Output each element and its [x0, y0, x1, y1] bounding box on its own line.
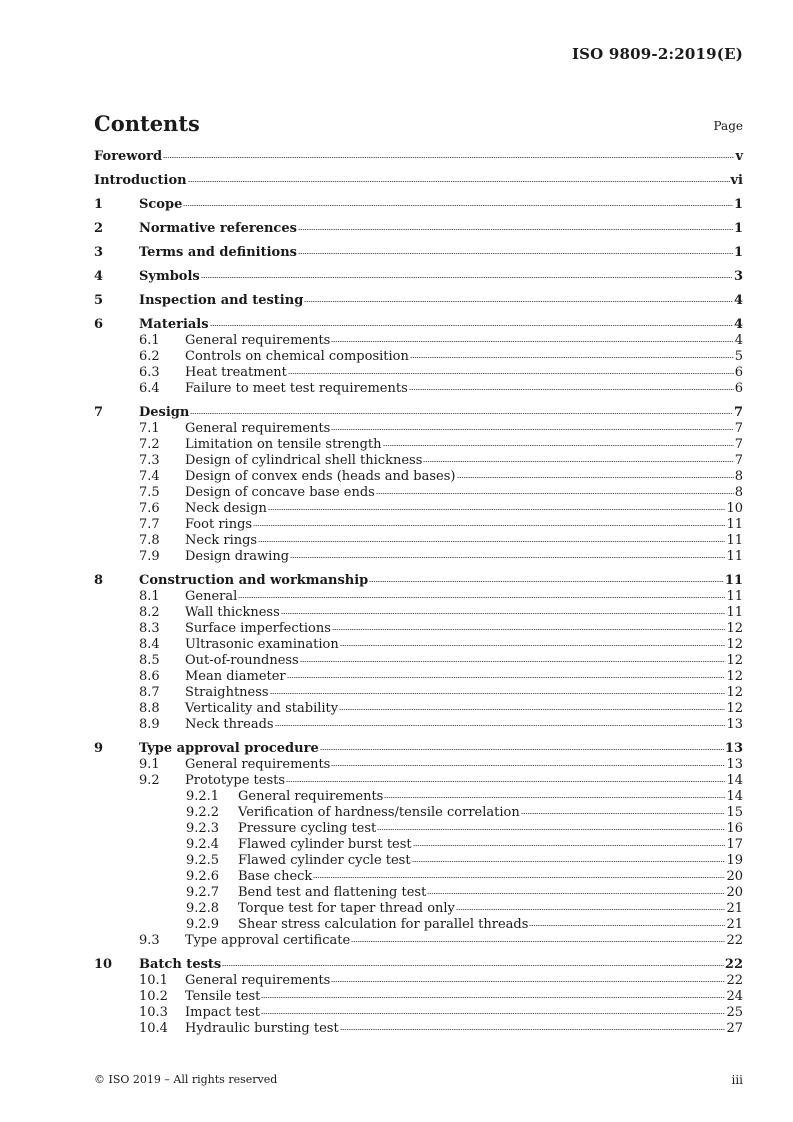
toc-entry-title[interactable]: Foreword	[94, 149, 163, 164]
toc-entry-number: 9.2.8	[186, 901, 220, 916]
toc-entry[interactable]	[94, 293, 743, 309]
toc-entry-title[interactable]: Mean diameter	[185, 669, 286, 684]
toc-entry-title[interactable]: Type approval procedure	[139, 741, 319, 756]
toc-entry-number: 7.6	[139, 501, 160, 516]
dot-leader	[320, 749, 724, 750]
toc-entry-number: 9.2.4	[186, 837, 220, 852]
toc-entry-page[interactable]: 6	[734, 381, 743, 396]
dot-leader	[383, 445, 734, 446]
dot-leader	[423, 461, 733, 462]
toc-entry-number: 7.1	[139, 421, 160, 436]
toc-entry-title[interactable]: Symbols	[139, 269, 200, 284]
toc-entry-page[interactable]: 4	[734, 333, 743, 348]
toc-entry-page[interactable]: 13	[724, 741, 743, 756]
toc-entry-number: 8.8	[139, 701, 160, 716]
dot-leader	[340, 645, 726, 646]
toc-entry-page[interactable]: 20	[726, 885, 743, 900]
toc-entry-page[interactable]: 6	[734, 365, 743, 380]
toc-entry-page[interactable]: 7	[734, 437, 743, 452]
toc-entry-page[interactable]: 5	[734, 349, 743, 364]
toc-entry-page[interactable]: 8	[734, 485, 743, 500]
toc-entry-title[interactable]: Heat treatment	[185, 365, 287, 380]
dot-leader	[261, 1013, 725, 1014]
toc-entry-title[interactable]: Neck threads	[185, 717, 274, 732]
dot-leader	[457, 477, 734, 478]
toc-entry[interactable]	[94, 469, 743, 485]
toc-entry-number: 9	[94, 741, 104, 756]
toc-entry-title[interactable]: Out-of-roundness	[185, 653, 299, 668]
toc-entry-title[interactable]: Bend test and flattening test	[238, 885, 427, 900]
toc-entry-number: 7.2	[139, 437, 160, 452]
toc-entry-number: 8.6	[139, 669, 160, 684]
toc-entry-title[interactable]: Ultrasonic examination	[185, 637, 339, 652]
dot-leader	[163, 157, 734, 158]
dot-leader	[331, 981, 725, 982]
toc-entry[interactable]	[94, 349, 743, 365]
toc-entry-number: 9.2.2	[186, 805, 220, 820]
toc-entry[interactable]	[94, 381, 743, 397]
toc-entry[interactable]	[94, 837, 743, 853]
toc-entry-number: 6.2	[139, 349, 160, 364]
toc-entry-number: 8	[94, 573, 104, 588]
page-column-label: Page	[713, 119, 743, 133]
toc-entry-number: 7.4	[139, 469, 160, 484]
toc-entry-title[interactable]: Straightness	[185, 685, 269, 700]
toc-entry[interactable]	[94, 853, 743, 869]
toc-entry[interactable]	[94, 1021, 743, 1037]
toc-entry-title[interactable]: Base check	[238, 869, 313, 884]
toc-entry-title[interactable]: Limitation on tensile strength	[185, 437, 382, 452]
contents-heading: Contents	[94, 111, 200, 136]
toc-entry-title[interactable]: Surface imperfections	[185, 621, 331, 636]
dot-leader	[258, 541, 725, 542]
toc-entry-title[interactable]: Wall thickness	[185, 605, 280, 620]
toc-entry[interactable]	[94, 269, 743, 285]
toc-entry-page[interactable]: 12	[726, 621, 743, 636]
toc-entry[interactable]	[94, 421, 743, 437]
dot-leader	[427, 893, 725, 894]
toc-entry[interactable]	[94, 221, 743, 237]
toc-entry[interactable]	[94, 405, 743, 421]
toc-entry[interactable]	[94, 173, 743, 189]
dot-leader	[377, 829, 725, 830]
dot-leader	[300, 661, 726, 662]
toc-entry-title[interactable]: Design of concave base ends	[185, 485, 375, 500]
copyright-notice: © ISO 2019 – All rights reserved	[94, 1073, 278, 1086]
toc-entry-page[interactable]: 1	[733, 245, 743, 260]
toc-entry-page[interactable]: 1	[733, 197, 743, 212]
toc-entry-number: 6	[94, 317, 104, 332]
toc-entry-number: 8.9	[139, 717, 160, 732]
toc-entry-title[interactable]: General	[185, 589, 238, 604]
dot-leader	[281, 613, 726, 614]
toc-entry-number: 9.2.9	[186, 917, 220, 932]
dot-leader	[376, 493, 734, 494]
table-of-contents	[94, 149, 743, 1037]
toc-entry[interactable]	[94, 901, 743, 917]
toc-entry-number: 7.9	[139, 549, 160, 564]
toc-entry[interactable]	[94, 197, 743, 213]
toc-entry[interactable]	[94, 805, 743, 821]
toc-entry[interactable]	[94, 485, 743, 501]
toc-entry-title[interactable]: Flawed cylinder cycle test	[238, 853, 411, 868]
toc-entry[interactable]	[94, 741, 743, 757]
toc-entry[interactable]	[94, 1005, 743, 1021]
toc-entry-page[interactable]: 16	[726, 821, 743, 836]
toc-entry[interactable]	[94, 717, 743, 733]
toc-entry[interactable]	[94, 869, 743, 885]
toc-entry[interactable]	[94, 917, 743, 933]
toc-entry-title[interactable]: General requirements	[185, 421, 331, 436]
dot-leader	[409, 389, 734, 390]
dot-leader	[270, 693, 726, 694]
toc-entry[interactable]	[94, 517, 743, 533]
toc-entry-page[interactable]: 12	[726, 637, 743, 652]
dot-leader	[369, 581, 724, 582]
toc-entry-number: 10.3	[139, 1005, 168, 1020]
toc-entry[interactable]	[94, 605, 743, 621]
dot-leader	[253, 525, 725, 526]
toc-entry-page[interactable]: vi	[730, 173, 743, 188]
toc-entry[interactable]	[94, 957, 743, 973]
toc-entry[interactable]	[94, 885, 743, 901]
toc-entry-title[interactable]: Failure to meet test requirements	[185, 381, 408, 396]
toc-entry-number: 6.1	[139, 333, 160, 348]
toc-entry-title[interactable]: Verticality and stability	[185, 701, 339, 716]
toc-entry-page[interactable]: 3	[733, 269, 743, 284]
toc-entry-page[interactable]: 13	[726, 757, 743, 772]
toc-entry-title[interactable]: Materials	[139, 317, 209, 332]
dot-leader	[261, 997, 725, 998]
toc-entry-page[interactable]: 1	[733, 221, 743, 236]
toc-entry[interactable]	[94, 821, 743, 837]
dot-leader	[351, 941, 725, 942]
toc-entry[interactable]	[94, 933, 743, 949]
dot-leader	[304, 301, 733, 302]
toc-entry-number: 8.2	[139, 605, 160, 620]
toc-entry[interactable]	[94, 365, 743, 381]
dot-leader	[268, 509, 726, 510]
toc-entry[interactable]	[94, 333, 743, 349]
toc-entry[interactable]	[94, 685, 743, 701]
toc-entry-title[interactable]: Normative references	[139, 221, 297, 236]
toc-entry-number: 10	[94, 957, 113, 972]
dot-leader	[201, 277, 733, 278]
dot-leader	[290, 557, 725, 558]
toc-entry-title[interactable]: Foot rings	[185, 517, 253, 532]
toc-entry-page[interactable]: 21	[726, 901, 743, 916]
toc-entry-title[interactable]: Design of cylindrical shell thickness	[185, 453, 423, 468]
toc-entry[interactable]	[94, 501, 743, 517]
toc-entry-title[interactable]: Verification of hardness/tensile correlation	[238, 805, 520, 820]
toc-entry[interactable]	[94, 701, 743, 717]
toc-entry-page[interactable]: 4	[733, 293, 743, 308]
toc-entry-title[interactable]: Terms and definitions	[139, 245, 297, 260]
dot-leader	[298, 229, 733, 230]
toc-entry-page[interactable]: 14	[726, 773, 743, 788]
dot-leader	[340, 1029, 726, 1030]
dot-leader	[521, 813, 726, 814]
dot-leader	[529, 925, 725, 926]
toc-entry-page[interactable]: 17	[726, 837, 743, 852]
toc-entry-number: 8.4	[139, 637, 160, 652]
toc-entry-page[interactable]: 15	[726, 805, 743, 820]
toc-entry-number: 7.7	[139, 517, 160, 532]
dot-leader	[190, 413, 733, 414]
toc-entry-number: 5	[94, 293, 104, 308]
toc-entry[interactable]	[94, 773, 743, 789]
toc-entry-page[interactable]: 4	[733, 317, 743, 332]
toc-entry-page[interactable]: v	[735, 149, 743, 164]
toc-entry-title[interactable]: General requirements	[185, 333, 331, 348]
toc-entry-page[interactable]: 12	[726, 653, 743, 668]
toc-entry[interactable]	[94, 637, 743, 653]
dot-leader	[238, 597, 725, 598]
toc-entry[interactable]	[94, 621, 743, 637]
toc-entry-title[interactable]: Hydraulic bursting test	[185, 1021, 339, 1036]
toc-entry-number: 1	[94, 197, 104, 212]
toc-entry-title[interactable]: Inspection and testing	[139, 293, 304, 308]
toc-entry-title[interactable]: Batch tests	[139, 957, 222, 972]
toc-entry-page[interactable]: 25	[726, 1005, 743, 1020]
toc-entry-title[interactable]: Introduction	[94, 173, 187, 188]
toc-entry[interactable]	[94, 573, 743, 589]
toc-entry-title[interactable]: General requirements	[238, 789, 384, 804]
toc-entry-page[interactable]: 11	[724, 573, 743, 588]
toc-entry-number: 8.3	[139, 621, 160, 636]
toc-entry-number: 8.1	[139, 589, 160, 604]
dot-leader	[410, 357, 734, 358]
dot-leader	[183, 205, 733, 206]
toc-entry-title[interactable]: Torque test for taper thread only	[238, 901, 455, 916]
toc-entry-page[interactable]: 14	[726, 789, 743, 804]
toc-entry-title[interactable]: Type approval certificate	[185, 933, 351, 948]
toc-entry-number: 7.8	[139, 533, 160, 548]
toc-entry-number: 7.5	[139, 485, 160, 500]
dot-leader	[188, 181, 730, 182]
toc-entry-page[interactable]: 7	[734, 421, 743, 436]
toc-entry[interactable]	[94, 989, 743, 1005]
toc-entry-number: 3	[94, 245, 104, 260]
toc-entry-page[interactable]: 7	[733, 405, 743, 420]
toc-entry-title[interactable]: Neck design	[185, 501, 267, 516]
toc-entry-page[interactable]: 12	[726, 701, 743, 716]
dot-leader	[384, 797, 725, 798]
toc-entry-page[interactable]: 22	[726, 973, 743, 988]
dot-leader	[210, 325, 733, 326]
page-number: iii	[731, 1073, 743, 1087]
toc-entry-number: 9.1	[139, 757, 160, 772]
toc-entry-title[interactable]: Design	[139, 405, 190, 420]
toc-entry-page[interactable]: 11	[726, 549, 743, 564]
toc-entry-page[interactable]: 19	[726, 853, 743, 868]
toc-entry-number: 9.3	[139, 933, 160, 948]
dot-leader	[288, 373, 734, 374]
toc-entry-page[interactable]: 21	[726, 917, 743, 932]
toc-entry[interactable]	[94, 973, 743, 989]
dot-leader	[286, 781, 725, 782]
toc-entry-number: 2	[94, 221, 104, 236]
toc-entry-title[interactable]: Controls on chemical composition	[185, 349, 409, 364]
dot-leader	[332, 629, 726, 630]
toc-entry[interactable]	[94, 549, 743, 565]
toc-entry-title[interactable]: Flawed cylinder burst test	[238, 837, 412, 852]
toc-entry-number: 10.2	[139, 989, 168, 1004]
toc-entry[interactable]	[94, 317, 743, 333]
toc-entry-page[interactable]: 11	[726, 589, 743, 604]
dot-leader	[287, 677, 726, 678]
toc-entry-page[interactable]: 11	[726, 517, 743, 532]
toc-entry-title[interactable]: Shear stress calculation for parallel threads	[238, 917, 529, 932]
dot-leader	[298, 253, 733, 254]
toc-entry-page[interactable]: 20	[726, 869, 743, 884]
dot-leader	[331, 341, 733, 342]
toc-entry-page[interactable]: 12	[726, 685, 743, 700]
toc-entry-page[interactable]: 11	[726, 605, 743, 620]
dot-leader	[339, 709, 725, 710]
toc-entry[interactable]	[94, 757, 743, 773]
toc-entry-number: 8.5	[139, 653, 160, 668]
toc-entry-title[interactable]: Construction and workmanship	[139, 573, 369, 588]
toc-entry-number: 6.3	[139, 365, 160, 380]
dot-leader	[331, 765, 725, 766]
toc-entry-number: 6.4	[139, 381, 160, 396]
toc-entry-number: 8.7	[139, 685, 160, 700]
dot-leader	[331, 429, 733, 430]
toc-entry-number: 4	[94, 269, 104, 284]
toc-entry[interactable]	[94, 437, 743, 453]
toc-entry[interactable]	[94, 149, 743, 165]
toc-entry-number: 9.2.6	[186, 869, 220, 884]
dot-leader	[413, 845, 726, 846]
toc-entry-page[interactable]: 13	[726, 717, 743, 732]
dot-leader	[222, 965, 724, 966]
toc-entry-title[interactable]: Impact test	[185, 1005, 260, 1020]
toc-entry-title[interactable]: Design drawing	[185, 549, 290, 564]
toc-entry-number: 9.2.5	[186, 853, 220, 868]
toc-entry-page[interactable]: 12	[726, 669, 743, 684]
toc-entry-number: 9.2.7	[186, 885, 220, 900]
dot-leader	[412, 861, 726, 862]
toc-entry-title[interactable]: Tensile test	[185, 989, 261, 1004]
toc-entry[interactable]	[94, 789, 743, 805]
toc-entry-number: 10.4	[139, 1021, 168, 1036]
toc-entry-title[interactable]: Neck rings	[185, 533, 258, 548]
dot-leader	[456, 909, 726, 910]
toc-entry-number: 9.2	[139, 773, 160, 788]
toc-entry[interactable]	[94, 653, 743, 669]
toc-entry[interactable]	[94, 669, 743, 685]
toc-entry-page[interactable]: 22	[726, 933, 743, 948]
toc-entry-title[interactable]: Prototype tests	[185, 773, 286, 788]
toc-entry-page[interactable]: 11	[726, 533, 743, 548]
toc-entry[interactable]	[94, 245, 743, 261]
toc-entry-page[interactable]: 27	[726, 1021, 743, 1036]
toc-entry-number: 7	[94, 405, 104, 420]
toc-entry-number: 9.2.1	[186, 789, 220, 804]
toc-entry-title[interactable]: Scope	[139, 197, 183, 212]
toc-entry[interactable]	[94, 589, 743, 605]
document-id: ISO 9809-2:2019(E)	[571, 45, 743, 63]
toc-entry-title[interactable]: Design of convex ends (heads and bases)	[185, 469, 456, 484]
toc-entry-page[interactable]: 8	[734, 469, 743, 484]
toc-entry-number: 7.3	[139, 453, 160, 468]
toc-entry-number: 9.2.3	[186, 821, 220, 836]
toc-entry-page[interactable]: 10	[726, 501, 743, 516]
toc-entry-number: 10.1	[139, 973, 168, 988]
toc-entry-title[interactable]: General requirements	[185, 757, 331, 772]
toc-entry[interactable]	[94, 453, 743, 469]
toc-entry-page[interactable]: 7	[734, 453, 743, 468]
toc-entry-title[interactable]: Pressure cycling test	[238, 821, 377, 836]
dot-leader	[313, 877, 725, 878]
dot-leader	[275, 725, 726, 726]
toc-entry-title[interactable]: General requirements	[185, 973, 331, 988]
toc-entry[interactable]	[94, 533, 743, 549]
toc-entry-page[interactable]: 22	[724, 957, 743, 972]
toc-entry-page[interactable]: 24	[726, 989, 743, 1004]
